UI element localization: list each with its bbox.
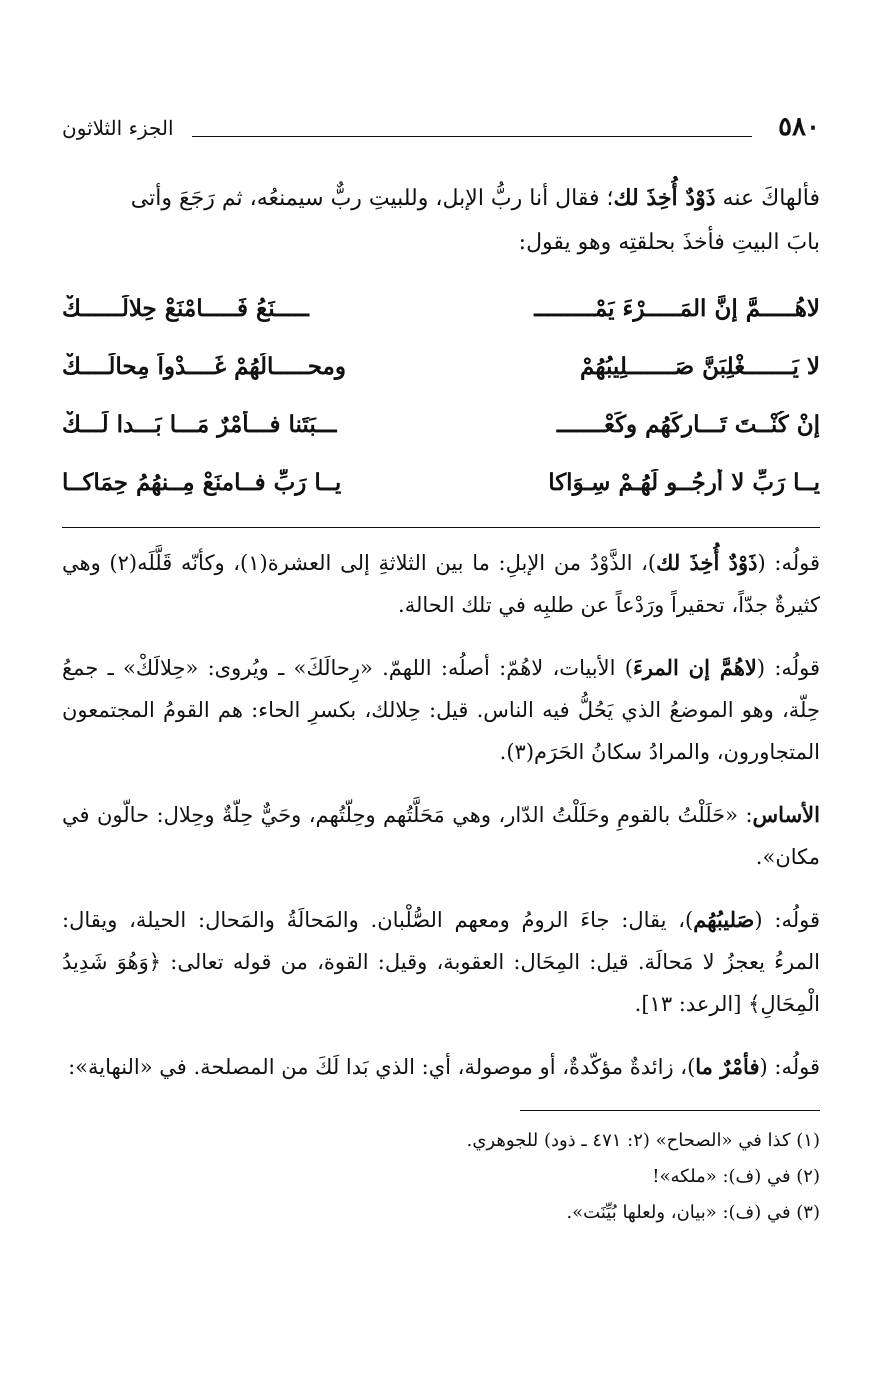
verse	[62, 337, 820, 395]
commentary-text: )، زائدةٌ مؤكّدةٌ، أو موصولة، أي: الذي بَدا لَكَ من المصلحة. في «النهاية»:	[68, 1055, 696, 1079]
running-title: الجزء الثلاثون	[62, 116, 174, 140]
commentary-paragraph	[62, 1046, 820, 1088]
verse	[62, 279, 820, 337]
commentary-text: قولُه: (	[756, 656, 820, 680]
verse-first-hemistich: يــا رَبِّ لا أرجُــو لَهُـمْ سِـوَاكا	[548, 468, 820, 496]
commentary-text: ) الأبيات، لاهُمّ: أصلُه: اللهمّ. «رِحالَكَ» ـ ويُروى: «حِلالَكْ» ـ جمعُ حِلّة، وهو الموضعُ الذي يَحُلُّ فيه الناس. قيل: حِلالك، بكسرِ الحاء: هم القومُ المجتمعون المتجاورون، والمرادُ سكانُ الحَرَم(٣).	[62, 656, 820, 764]
commentary-paragraph	[62, 794, 820, 878]
commentary-paragraph	[62, 647, 820, 773]
commentary-paragraph	[62, 899, 820, 1025]
intro-text-segment: فألهاكَ عنه	[715, 186, 820, 211]
commentary-lemma: فأمْرٌ ما	[695, 1054, 760, 1079]
commentary-text: )، الذَّوْدُ من الإبلِ: ما بين الثلاثةِ إلى العشرة(١)، وكأنّه قَلَّلَه(٢) وهي كثيرةٌ جدّاً، تحقيراً ورَدْعاً عن طلبِه في تلك الحالة.	[62, 551, 820, 617]
footnote: (٢) في (ف): «ملكه»!	[652, 1166, 820, 1187]
commentary-text: )، يقال: جاءَ الرومُ ومعهم الصُّلْبان. والمَحالَةُ والمَحال: الحيلة، ويقال: المرءُ يعجزُ لا مَحالَة. قيل: المِحَال: العقوبة، وقيل: القوة، من قوله تعالى: ﴿وَهُوَ شَدِيدُ الْمِحَالِ﴾ [الرعد: ١٣].	[62, 908, 820, 1016]
footnotes	[62, 1123, 820, 1231]
footnote: (١) كذا في «الصحاح» (٢: ٤٧١ ـ ذود) للجوهري.	[466, 1130, 820, 1151]
header-rule	[192, 136, 752, 137]
commentary-text: قولُه: (	[754, 908, 820, 932]
commentary-lemma: لاهُمَّ إن المرءَ	[632, 655, 757, 680]
commentary	[62, 542, 820, 1088]
book-page	[62, 112, 820, 1231]
footnote-rule	[520, 1110, 820, 1111]
intro-text	[62, 176, 820, 265]
commentary-text: قولُه: (	[757, 551, 821, 575]
section-divider	[62, 527, 820, 528]
verse-first-hemistich: إنْ كُنْــتَ تَـــارِكَهُم وكَعْـــــــ	[556, 410, 820, 438]
verse	[62, 453, 820, 511]
verse-second-hemistich: ـــبَتَنا فـــأمْرٌ مَـــا بَـــدا لَـــكْ	[62, 410, 337, 438]
verse-second-hemistich: يــا رَبِّ فــامنَعْ مِــنهُمُ حِمَاكــا	[62, 468, 342, 496]
commentary-text: قولُه: (	[759, 1055, 820, 1079]
verse-second-hemistich: ومحـــــالُهُمْ غَــــدْواً مِحالَــــكْ	[62, 352, 346, 380]
source-title: الأساس	[752, 802, 820, 827]
intro-line-2: بابَ البيتِ فأخذَ بحلقتِه وهو يقول:	[518, 230, 820, 255]
intro-text-segment: ؛ فقال أنا ربُّ الإبل، وللبيتِ ربٌّ سيمنعُه، ثم رَجَعَ وأتى	[130, 186, 614, 211]
poem	[62, 279, 820, 511]
commentary-lemma: ذَوْدٌ أُخِذَ لك	[656, 550, 758, 575]
intro-line-1	[62, 176, 820, 221]
footnote: (٣) في (ف): «بيان، ولعلها بُيِّنَت».	[566, 1202, 820, 1223]
commentary-text: : «حَلَلْتُ بالقومِ وحَلَلْتُ الدّار، وهي مَحَلَّتُهم وحِلّتُهم، وحَيٌّ حِلّةٌ وحِلال: حالّون في مكان».	[62, 803, 820, 869]
verse-second-hemistich: ـــــنَعُ فَـــــامْنَعْ حِلالَــــــكْ	[62, 294, 309, 322]
verse-first-hemistich: لا يَـــــــغْلِبَنَّ صَـــــــلِيبُهُمْ	[580, 352, 820, 380]
intro-quote: ذَوْدٌ أُخِذَ لك	[613, 185, 716, 211]
commentary-paragraph	[62, 542, 820, 626]
commentary-lemma: صَليبُهُم	[693, 907, 755, 932]
verse	[62, 395, 820, 453]
page-header	[62, 112, 820, 158]
verse-first-hemistich: لاهُـــــمَّ إنَّ المَـــــرْءَ يَمْـــــــــ	[534, 294, 820, 322]
page-number: ٥٨٠	[778, 112, 820, 142]
